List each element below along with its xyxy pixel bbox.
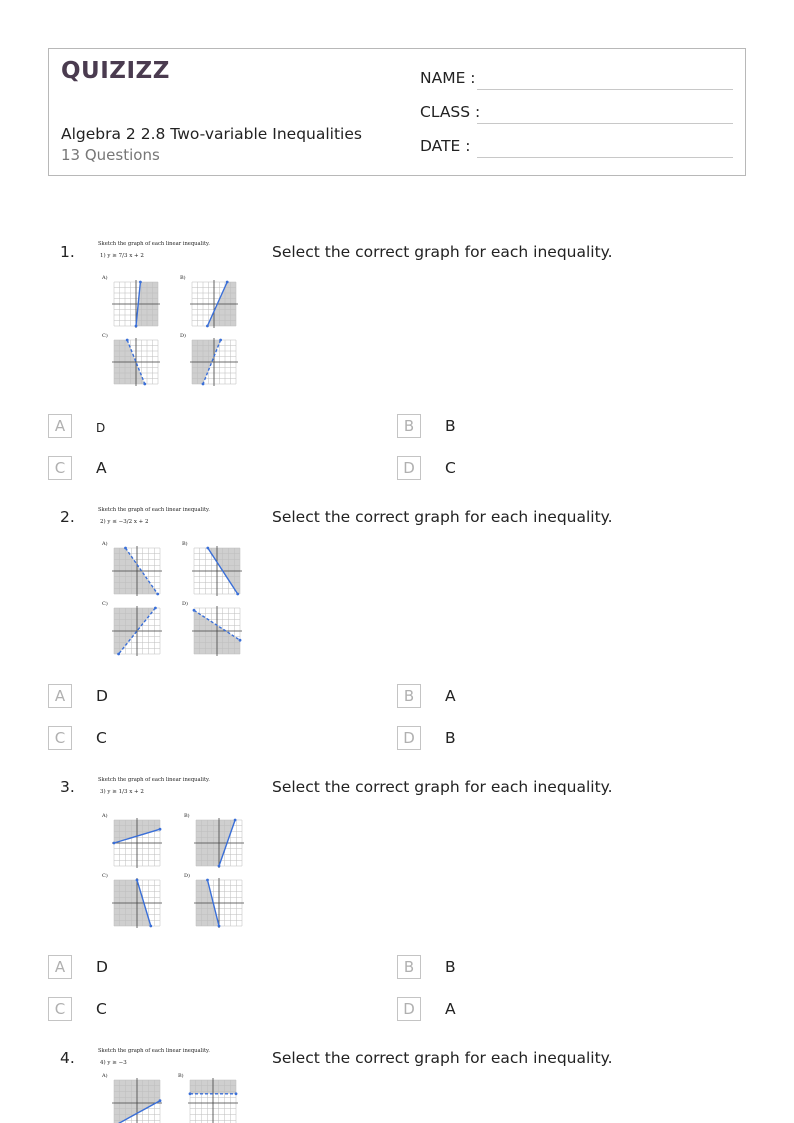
- line-end-point: [124, 547, 127, 550]
- question-text: Select the correct graph for each inequality.: [272, 1049, 613, 1067]
- graph-panel: [190, 338, 238, 386]
- quizizz-logo: QUIZIZZ: [61, 58, 170, 84]
- option-value[interactable]: C: [96, 729, 107, 747]
- panel-label: A): [102, 275, 108, 281]
- line-end-point: [234, 819, 237, 822]
- figure-heading: Sketch the graph of each linear inequality.: [98, 507, 210, 513]
- option-value[interactable]: A: [445, 1000, 456, 1018]
- graph-panel: [112, 546, 162, 596]
- figure-equation: 4) y ≥ −3: [100, 1060, 127, 1066]
- panel-label: A): [102, 1073, 108, 1079]
- graph-panel: [112, 1078, 162, 1123]
- line-end-point: [202, 383, 205, 386]
- question-text: Select the correct graph for each inequality.: [272, 508, 613, 526]
- option-letter-d[interactable]: D: [397, 456, 421, 480]
- option-value[interactable]: B: [445, 958, 456, 976]
- class-label: CLASS :: [420, 103, 481, 121]
- class-line[interactable]: [477, 123, 733, 124]
- panel-label: B): [184, 813, 190, 819]
- question-number: 2.: [60, 508, 75, 526]
- figure-equation: 3) y ≥ 1/3 x + 2: [100, 789, 144, 795]
- line-end-point: [159, 1099, 162, 1102]
- option-value[interactable]: B: [445, 729, 456, 747]
- option-letter-a[interactable]: A: [48, 955, 72, 979]
- option-value[interactable]: C: [445, 459, 456, 477]
- option-value[interactable]: A: [445, 687, 456, 705]
- graph-panel: [112, 878, 162, 928]
- option-letter-c[interactable]: C: [48, 997, 72, 1021]
- option-value[interactable]: D: [96, 687, 108, 705]
- panel-label: A): [102, 541, 108, 547]
- panel-label: B): [178, 1073, 184, 1079]
- line-end-point: [189, 1092, 192, 1095]
- line-end-point: [206, 879, 209, 882]
- line-end-point: [135, 325, 138, 328]
- graph-panel: [192, 606, 242, 656]
- line-end-point: [126, 339, 129, 342]
- option-letter-a[interactable]: A: [48, 684, 72, 708]
- question-figure: [94, 503, 254, 659]
- panel-label: B): [182, 541, 188, 547]
- option-value[interactable]: C: [96, 1000, 107, 1018]
- line-end-point: [139, 281, 142, 284]
- line-end-point: [236, 593, 239, 596]
- question-number: 4.: [60, 1049, 75, 1067]
- figure-heading: Sketch the graph of each linear inequality.: [98, 1048, 210, 1054]
- panel-label: B): [180, 275, 186, 281]
- line-end-point: [136, 879, 139, 882]
- question-figure: [94, 237, 254, 389]
- line-end-point: [143, 383, 146, 386]
- figure-equation: 1) y ≥ 7/3 x + 2: [100, 253, 144, 259]
- line-end-point: [206, 547, 209, 550]
- panel-label: C): [102, 333, 108, 339]
- option-letter-c[interactable]: C: [48, 726, 72, 750]
- line-end-point: [156, 593, 159, 596]
- line-end-point: [206, 325, 209, 328]
- graph-panel: [112, 338, 160, 386]
- panel-label: C): [102, 601, 108, 607]
- graph-panel: [190, 280, 238, 328]
- line-end-point: [117, 653, 120, 656]
- line-end-point: [218, 865, 221, 868]
- panel-label: C): [102, 873, 108, 879]
- option-letter-a[interactable]: A: [48, 414, 72, 438]
- line-end-point: [154, 607, 157, 610]
- graph-panel: [192, 546, 242, 596]
- option-value[interactable]: D: [96, 958, 108, 976]
- name-label: NAME :: [420, 69, 476, 87]
- line-end-point: [218, 925, 221, 928]
- graph-panel: [112, 818, 162, 868]
- line-end-point: [113, 842, 116, 845]
- option-letter-b[interactable]: B: [397, 414, 421, 438]
- option-letter-d[interactable]: D: [397, 726, 421, 750]
- line-end-point: [159, 828, 162, 831]
- line-end-point: [235, 1092, 238, 1095]
- worksheet-header: [48, 48, 746, 176]
- figure-heading: Sketch the graph of each linear inequality.: [98, 777, 210, 783]
- graph-panel: [194, 878, 244, 928]
- line-end-point: [149, 925, 152, 928]
- panel-label: A): [102, 813, 108, 819]
- question-text: Select the correct graph for each inequality.: [272, 778, 613, 796]
- panel-label: D): [180, 333, 186, 339]
- date-label: DATE :: [420, 137, 471, 155]
- line-end-point: [226, 281, 229, 284]
- question-figure: [94, 1044, 254, 1123]
- line-end-point: [193, 609, 196, 612]
- option-letter-b[interactable]: B: [397, 684, 421, 708]
- worksheet-title: Algebra 2 2.8 Two-variable Inequalities: [61, 125, 362, 143]
- option-value[interactable]: D: [96, 421, 106, 435]
- option-letter-c[interactable]: C: [48, 456, 72, 480]
- graph-panel: [194, 818, 244, 868]
- option-letter-b[interactable]: B: [397, 955, 421, 979]
- question-count: 13 Questions: [61, 146, 160, 164]
- panel-label: D): [182, 601, 188, 607]
- date-line[interactable]: [477, 157, 733, 158]
- question-figure: [94, 773, 254, 929]
- figure-equation: 2) y ≤ −3/2 x + 2: [100, 519, 149, 525]
- question-number: 3.: [60, 778, 75, 796]
- option-value[interactable]: A: [96, 459, 107, 477]
- name-line[interactable]: [477, 89, 733, 90]
- question-text: Select the correct graph for each inequality.: [272, 243, 613, 261]
- panel-label: D): [184, 873, 190, 879]
- graph-panel: [112, 606, 162, 656]
- graph-panel: [188, 1078, 238, 1123]
- line-end-point: [219, 339, 222, 342]
- figure-heading: Sketch the graph of each linear inequality.: [98, 241, 210, 247]
- question-number: 1.: [60, 243, 75, 261]
- line-end-point: [239, 639, 242, 642]
- graph-panel: [112, 280, 160, 328]
- option-letter-d[interactable]: D: [397, 997, 421, 1021]
- option-value[interactable]: B: [445, 417, 456, 435]
